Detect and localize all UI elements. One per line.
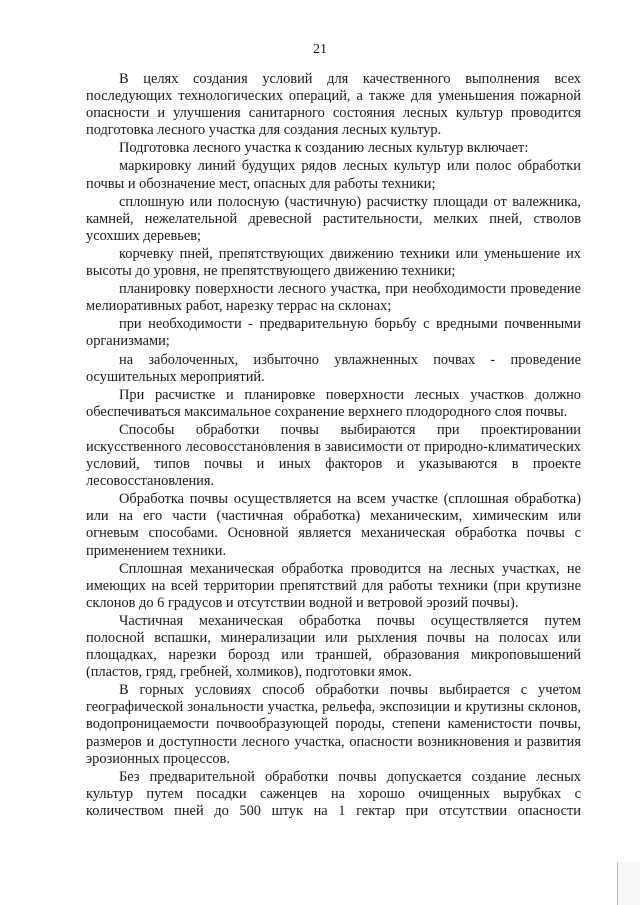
paragraph: Способы обработки почвы выбираются при проектировании искусственного лесовосстановления в зависимости от природно-климатических условий, типов почвы и иных факторов и указываются в проекте лесовосстановления. xyxy=(86,421,581,490)
paragraph: В горных условиях способ обработки почвы выбирается с учетом географической зональности участка, рельефа, экспозиции и крутизны склонов, водопроницаемости почвообразующей породы, степени каменистости почвы, размеров и доступности лесного участка, опасности возникновения и развития эрозионных процессов. xyxy=(86,682,581,767)
paragraph: Сплошная механическая обработка проводится на лесных участках, не имеющих на всей территории препятствий для работы техники (при крутизне склонов до 6 градусов и отсутствии водной и ветровой эрозий почвы). xyxy=(86,560,581,611)
list-item: планировку поверхности лесного участка, при необходимости проведение мелиоративных работ, нарезку террас на склонах; xyxy=(86,281,581,315)
list-item: корчевку пней, препятствующих движению техники или уменьшение их высоты до уровня, не препятствующего движению техники; xyxy=(86,245,581,280)
paragraph: В целях создания условий для качественного выполнения всех последующих технологических операций, а также для уменьшения пожарной опасности и улучшения санитарного состояния лесных культур проводится подготовка лесного участка для создания лесных культур. xyxy=(86,71,581,139)
paragraph: Частичная механическая обработка почвы осуществляется путем полосной вспашки, минерализации или рыхления почвы на полосах или площадках, нарезки борозд или траншей, образования микроповышений (пластов, гряд, гребней, холмиков), подготовки ямок. xyxy=(86,612,581,681)
paragraph: Без предварительной обработки почвы допускается создание лесных культур путем посадки саженцев на хорошо очищенных вырубках с количеством пней до 500 штук на 1 гектар при отсутствии опасности xyxy=(86,768,581,819)
list-item: маркировку линий будущих рядов лесных культур или полос обработки почвы и обозначение мест, опасных для работы техники; xyxy=(86,158,581,192)
scan-edge-mark xyxy=(617,862,640,905)
list-item: при необходимости - предварительную борьбу с вредными почвенными организмами; xyxy=(86,316,581,350)
page-number: 21 xyxy=(313,42,327,57)
paragraph: Подготовка лесного участка к созданию лесных культур включает: xyxy=(119,140,529,157)
list-item: на заболоченных, избыточно увлажненных почвах - проведение осушительных мероприятий. xyxy=(86,351,581,385)
list-item: сплошную или полосную (частичную) расчистку площади от валежника, камней, нежелательной древесной растительности, мелких пней, стволов усохших деревьев; xyxy=(86,193,581,244)
document-body xyxy=(86,71,581,821)
paragraph: Обработка почвы осуществляется на всем участке (сплошная обработка) или на его части (частичная обработка) механическим, химическим или огневым способами. Основной является механическая обработка почвы с применением техники. xyxy=(86,491,581,559)
paragraph: При расчистке и планировке поверхности лесных участков должно обеспечиваться максимальное сохранение верхнего плодородного слоя почвы. xyxy=(86,386,581,420)
